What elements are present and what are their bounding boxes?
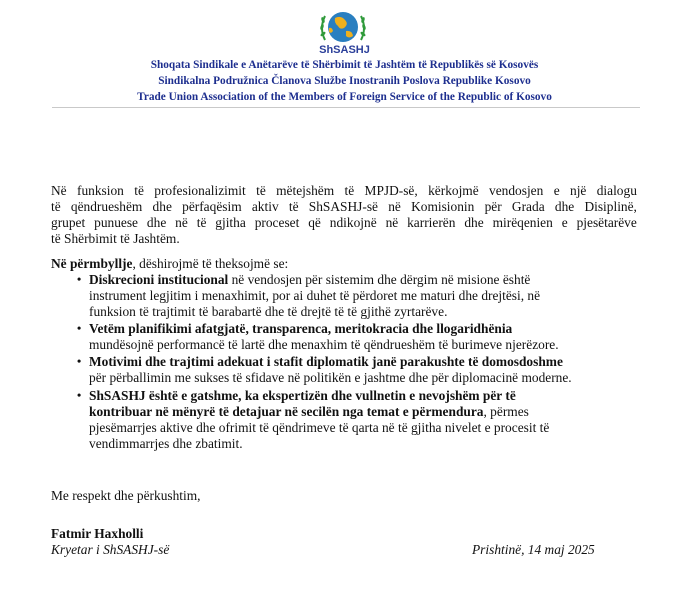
- word: Disiplinë,: [584, 199, 637, 214]
- word: gjitha: [215, 215, 246, 230]
- signer-name: Fatmir Haxholli: [51, 526, 144, 541]
- bullet-bold: Vetëm planifikimi afatgjatë, transparenca, meritokracia dhe llogaridhënia: [89, 321, 513, 336]
- bullet-line: instrument legjitim i menaxhimit, por ai duhet të përdoret me maturi dhe drejtësi, në: [89, 288, 541, 303]
- paragraph-line: [51, 231, 180, 247]
- bullet-icon: •: [77, 272, 82, 286]
- word: Komisionin: [411, 199, 475, 214]
- word: në: [385, 215, 399, 230]
- closing-intro: [51, 256, 288, 272]
- word: kërkojmë: [428, 183, 479, 198]
- word: Grada: [511, 199, 545, 214]
- word: karrierën: [407, 215, 456, 230]
- bullet-line: vendimmarrjes dhe zbatimit.: [89, 436, 243, 451]
- bullet-bold: Motivimi dhe trajtimi adekuat i stafit diplomatik janë parakushte të domosdoshme: [89, 354, 563, 369]
- word: dialogu: [596, 183, 637, 198]
- bullet-icon: •: [77, 321, 82, 335]
- word: profesionalizimit: [154, 183, 246, 198]
- bullet-line: pjesëmarrjes aktive dhe ofrimit të qëndrimeve të qarta në të gjitha nivelet e procesit të: [89, 420, 550, 435]
- word: e: [553, 183, 560, 198]
- bullet-line: funksion të trajtimit të barabartë dhe të drejtë të të gjithë zyrtarëve.: [89, 304, 448, 319]
- word: e: [561, 215, 568, 230]
- line-text: në vendosjen për sistemim dhe dërgim në misione është: [228, 272, 531, 287]
- word: MPJD-së,: [364, 183, 418, 198]
- word: që: [308, 215, 321, 230]
- bullet-line: [89, 354, 563, 370]
- bullet-line: [89, 404, 529, 420]
- header-divider: [52, 107, 640, 108]
- bullet-icon: •: [77, 388, 82, 402]
- word: mëtejshëm: [276, 183, 335, 198]
- word: dhe: [554, 199, 575, 214]
- word: mirëqenien: [492, 215, 553, 230]
- bullet-line: [89, 388, 516, 404]
- line-text: të Shërbimit të Jashtëm.: [51, 231, 180, 246]
- line-text: , përmes: [483, 404, 529, 419]
- word: punuese: [94, 215, 139, 230]
- word: të: [196, 215, 207, 230]
- word: për: [484, 199, 502, 214]
- bullet-bold: Diskrecioni institucional: [89, 272, 229, 287]
- word: dhe: [146, 215, 167, 230]
- word: dhe: [464, 215, 484, 230]
- signer-title: Kryetar i ShSASHJ-së: [51, 542, 170, 557]
- word: të: [256, 183, 266, 198]
- place-date: Prishtinë, 14 maj 2025: [472, 542, 595, 557]
- word: grupet: [51, 215, 86, 230]
- union-logo-icon: [311, 6, 375, 46]
- org-name-albanian: Shoqata Sindikale e Anëtarëve të Shërbimit të Jashtëm të Republikës së Kosovës: [150, 59, 539, 71]
- org-name-serbian: Sindikalna Podružnica Članova Službe Inostranih Poslova Republike Kosovo: [158, 75, 531, 87]
- word: aktiv: [251, 199, 279, 214]
- word: vendosjen: [489, 183, 544, 198]
- regards-line: Me respekt dhe përkushtim,: [51, 488, 201, 503]
- word: qëndrueshëm: [70, 199, 143, 214]
- word: ndikojnë: [329, 215, 377, 230]
- closing-intro-bold: Në përmbyllje: [51, 256, 133, 271]
- word: të: [134, 183, 144, 198]
- word: dhe: [152, 199, 172, 214]
- word: të: [51, 199, 61, 214]
- bullet-line: [89, 321, 512, 337]
- word: proceset: [254, 215, 300, 230]
- word: një: [570, 183, 587, 198]
- word: ShSASHJ-së: [308, 199, 378, 214]
- paragraph-line: [51, 215, 637, 231]
- word: në: [175, 215, 188, 230]
- word: në: [388, 199, 401, 214]
- bullet-line: mundësojnë performancë të lartë dhe menaxhim të qëndrueshëm të burimeve njerëzore.: [89, 337, 559, 352]
- word: pjesëtarëve: [576, 215, 637, 230]
- word: përfaqësim: [182, 199, 242, 214]
- paragraph-line: [51, 183, 637, 199]
- word: të: [288, 199, 299, 214]
- closing-intro-rest: , dëshirojmë të theksojmë se:: [132, 256, 289, 271]
- word: Në: [51, 183, 67, 198]
- bullet-bold: kontribuar në mënyrë të detajuar në secilën nga temat e përmendura: [89, 404, 484, 419]
- union-acronym: ShSASHJ: [319, 44, 370, 56]
- word: funksion: [76, 183, 124, 198]
- bullet-line: për përballimin me sukses të sfidave në politikën e jashtme dhe për diplomacinë moderne.: [89, 370, 572, 385]
- bullet-icon: •: [77, 354, 82, 368]
- word: të: [344, 183, 355, 198]
- paragraph-line: [51, 199, 637, 215]
- org-name-english: Trade Union Association of the Members of Foreign Service of the Republic of Kosovo: [137, 91, 552, 103]
- bullet-line: [89, 272, 530, 288]
- bullet-bold: ShSASHJ është e gatshme, ka ekspertizën dhe vullnetin e nevojshëm për të: [89, 388, 516, 403]
